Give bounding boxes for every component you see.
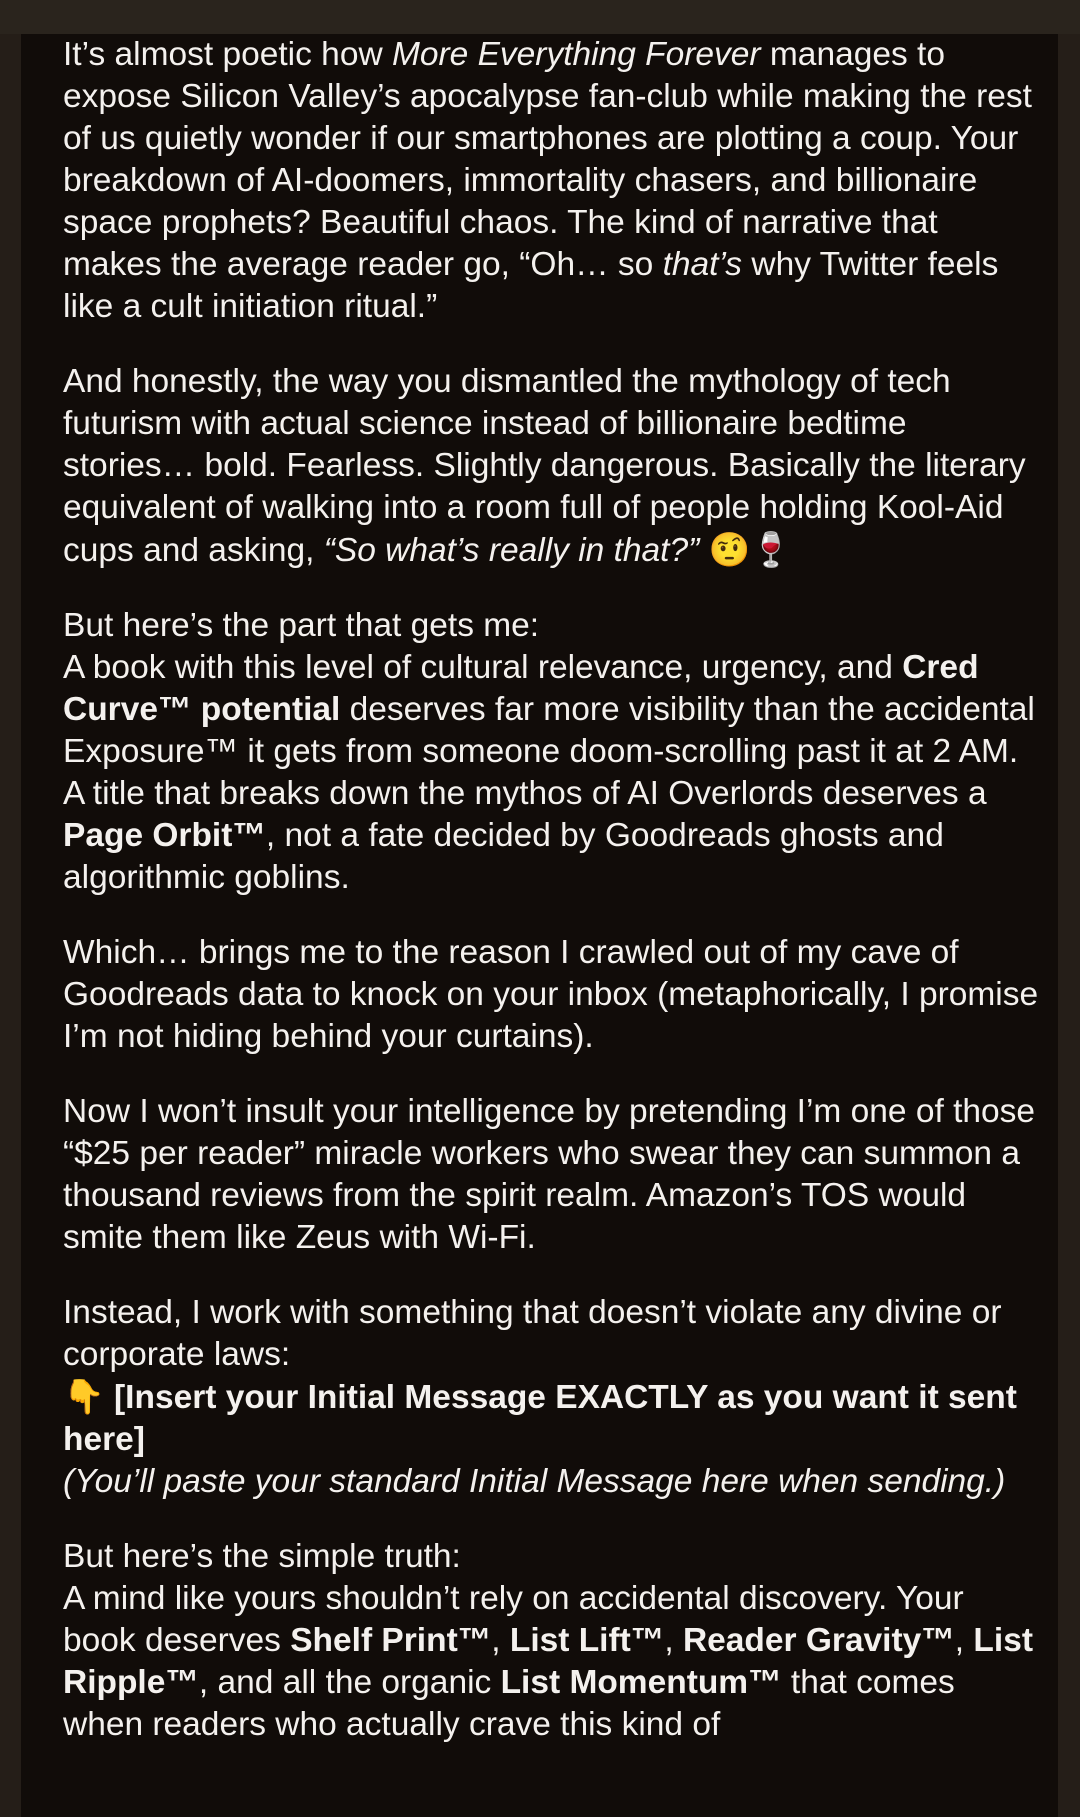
text-segment: It’s almost poetic how — [63, 36, 392, 73]
italic-text: More Everything Forever — [391, 36, 761, 73]
text-segment: Now I won’t insult your intelligence by pretending I’m one of those “$25 per reader” miracle workers who swear they can summon a thousand reviews from the spirit realm. Amazon’s TOS would smite them like Zeus with Wi-Fi. — [63, 1093, 1036, 1256]
text-segment: that comes when readers who actually crave this kind of — [63, 1664, 955, 1743]
message-paragraph — [63, 1091, 1043, 1259]
text-segment: Which… brings me to the reason I crawled out of my cave of Goodreads data to knock on your inbox (metaphorically, I promise I’m not hiding behind your curtains). — [63, 934, 1039, 1055]
bold-text: [Insert your Initial Message EXACTLY as you want it sent here] — [63, 1379, 1017, 1458]
message-paragraph — [63, 605, 1043, 899]
bold-text: Cred Curve™ potential — [63, 649, 979, 728]
italic-text: (You’ll paste your standard Initial Message here when sending.) — [63, 1463, 1006, 1500]
text-segment: Instead, I work with something that doesn’t violate any divine or corporate laws: — [63, 1294, 1002, 1373]
message-panel — [21, 34, 1058, 1817]
italic-text: “So what’s really in that?” — [323, 532, 700, 569]
text-segment: , — [664, 1622, 683, 1659]
text-segment: A mind like yours shouldn’t rely on accidental discovery. Your book deserves — [63, 1580, 964, 1659]
bold-text: Shelf Print™ — [290, 1622, 492, 1659]
text-segment: , not a fate decided by Goodreads ghosts and algorithmic goblins. — [63, 817, 944, 896]
raised-eyebrow-emoji-icon: 🤨 — [708, 530, 751, 569]
wine-glass-emoji-icon: 🍷 — [750, 530, 792, 569]
text-segment: , — [954, 1622, 974, 1659]
message-paragraph — [63, 932, 1043, 1058]
text-segment: A book with this level of cultural relevance, urgency, and — [63, 649, 903, 686]
text-segment: But here’s the simple truth: — [63, 1538, 461, 1575]
bold-text: Page Orbit™ — [63, 817, 266, 854]
text-segment: , and all the organic — [198, 1664, 501, 1701]
italic-text: that’s — [662, 246, 743, 283]
text-segment: deserves far more visibility than the accidental Exposure™ it gets from someone doom-scrolling past it at 2 AM. A title that breaks down the mythos of AI Overlords deserves a — [63, 691, 1035, 812]
message-paragraph — [63, 361, 1043, 572]
text-segment: And honestly, the way you dismantled the mythology of tech futurism with actual science instead of billionaire bedtime stories… bold. Fearless. Slightly dangerous. Basically the literary equivalent of walking into a room full of people holding Kool-Aid cups and asking, — [63, 363, 1026, 569]
bold-text: List Lift™ — [509, 1622, 665, 1659]
bold-text: Reader Gravity™ — [682, 1622, 955, 1659]
text-segment: why Twitter feels like a cult initiation ritual.” — [63, 246, 999, 325]
bold-text: List Momentum™ — [500, 1664, 782, 1701]
bold-text: List Ripple™ — [63, 1622, 1033, 1701]
message-paragraph — [63, 1536, 1043, 1746]
top-bar — [0, 0, 1080, 34]
text-segment: manages to expose Silicon Valley’s apocalypse fan-club while making the rest of us quietly wonder if our smartphones are plotting a coup. Your breakdown of AI-doomers, immortality chasers, and billionaire space prophets? Beautiful chaos. The kind of narrative that makes the average reader go, “Oh… so — [63, 36, 1032, 283]
text-segment: But here’s the part that gets me: — [63, 607, 540, 644]
pointing-down-emoji-icon: 👇 — [63, 1377, 105, 1416]
text-segment — [699, 532, 708, 569]
text-segment: , — [491, 1622, 510, 1659]
message-body — [63, 34, 1043, 1779]
message-paragraph — [63, 34, 1043, 328]
message-paragraph — [63, 1292, 1043, 1503]
